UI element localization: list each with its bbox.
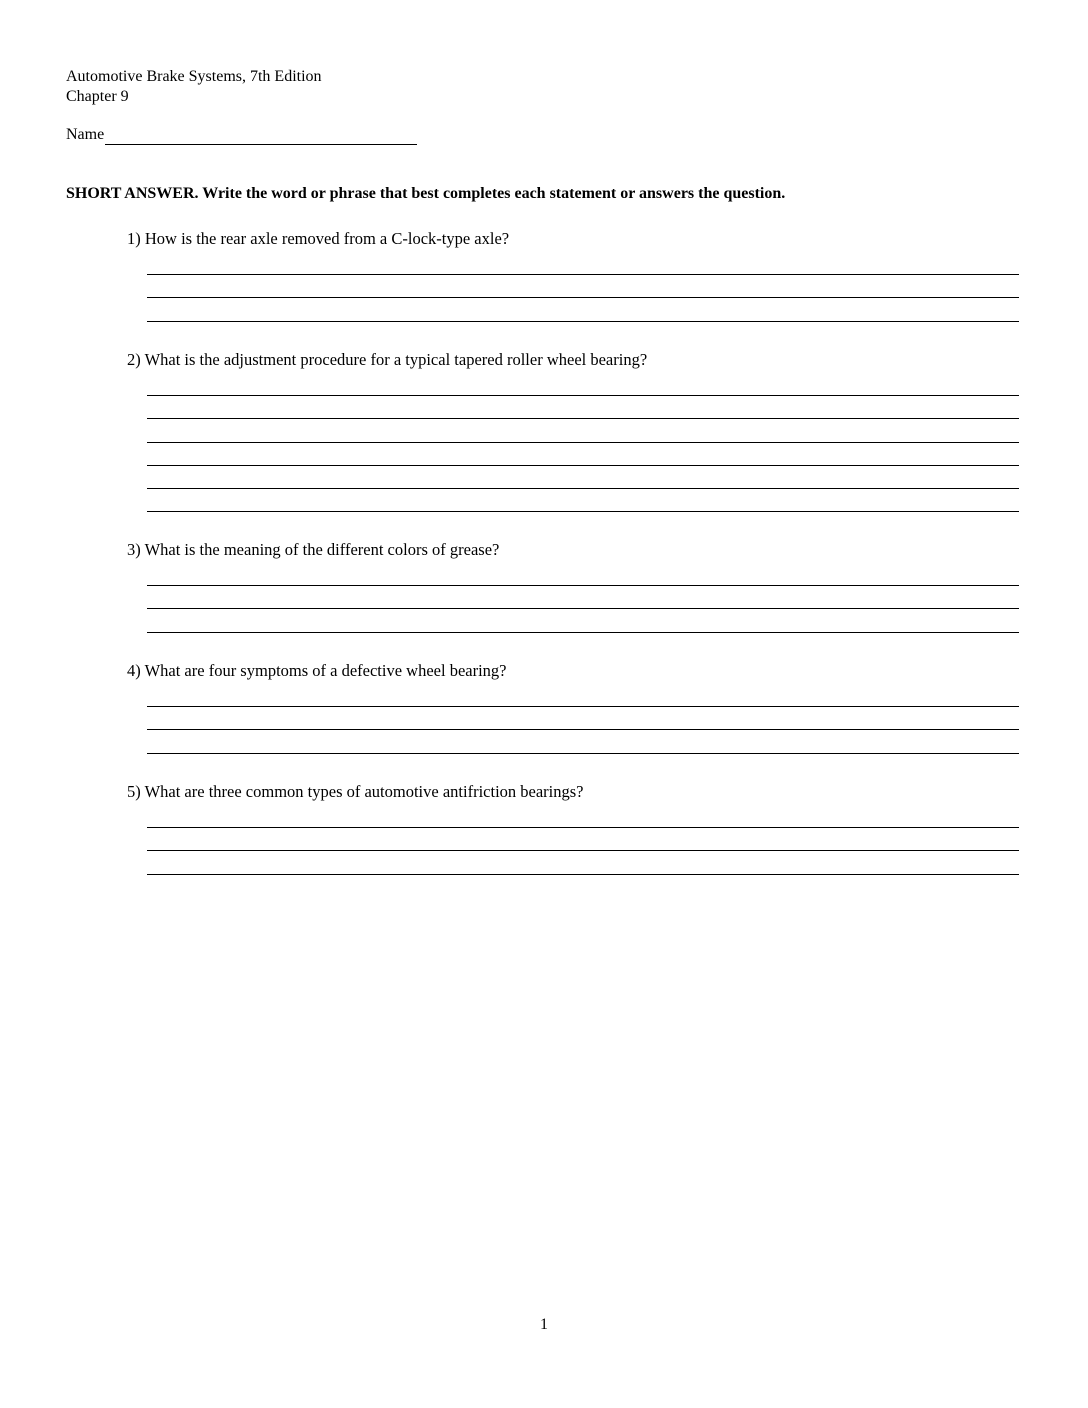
name-field-row [66,125,417,145]
answer-line[interactable] [147,466,1019,489]
question-text: 1) How is the rear axle removed from a C-lock-type axle? [127,229,510,248]
answer-line[interactable] [147,489,1019,512]
answer-lines [147,260,1019,322]
question-4 [127,656,1019,754]
question-text: 2) What is the adjustment procedure for a typical tapered roller wheel bearing? [127,350,648,369]
answer-line[interactable] [147,586,1019,609]
answer-line[interactable] [147,813,1019,828]
answer-line[interactable] [147,707,1019,730]
answer-line[interactable] [147,609,1019,632]
question-5 [127,777,1019,875]
question-2 [127,345,1019,512]
answer-lines [147,571,1019,633]
answer-line[interactable] [147,298,1019,321]
answer-line[interactable] [147,443,1019,466]
question-text: 4) What are four symptoms of a defective wheel bearing? [127,661,507,680]
question-text: 3) What is the meaning of the different colors of grease? [127,540,500,559]
question-1 [127,224,1019,322]
answer-lines [147,813,1019,875]
answer-line[interactable] [147,692,1019,707]
book-title: Automotive Brake Systems, 7th Edition [66,68,322,85]
page-number: 1 [540,1316,548,1333]
question-text: 5) What are three common types of automotive antifriction bearings? [127,782,584,801]
answer-lines [147,692,1019,754]
answer-line[interactable] [147,851,1019,874]
answer-line[interactable] [147,396,1019,419]
answer-line[interactable] [147,730,1019,753]
answer-line[interactable] [147,260,1019,275]
instructions: SHORT ANSWER. Write the word or phrase that best completes each statement or answers the question. [66,185,786,202]
answer-line[interactable] [147,419,1019,442]
answer-line[interactable] [147,381,1019,396]
name-label: Name [66,126,105,143]
answer-line[interactable] [147,828,1019,851]
chapter-label: Chapter 9 [66,88,129,105]
name-input-line[interactable] [105,127,417,145]
answer-lines [147,381,1019,512]
question-3 [127,535,1019,633]
answer-line[interactable] [147,571,1019,586]
answer-line[interactable] [147,275,1019,298]
